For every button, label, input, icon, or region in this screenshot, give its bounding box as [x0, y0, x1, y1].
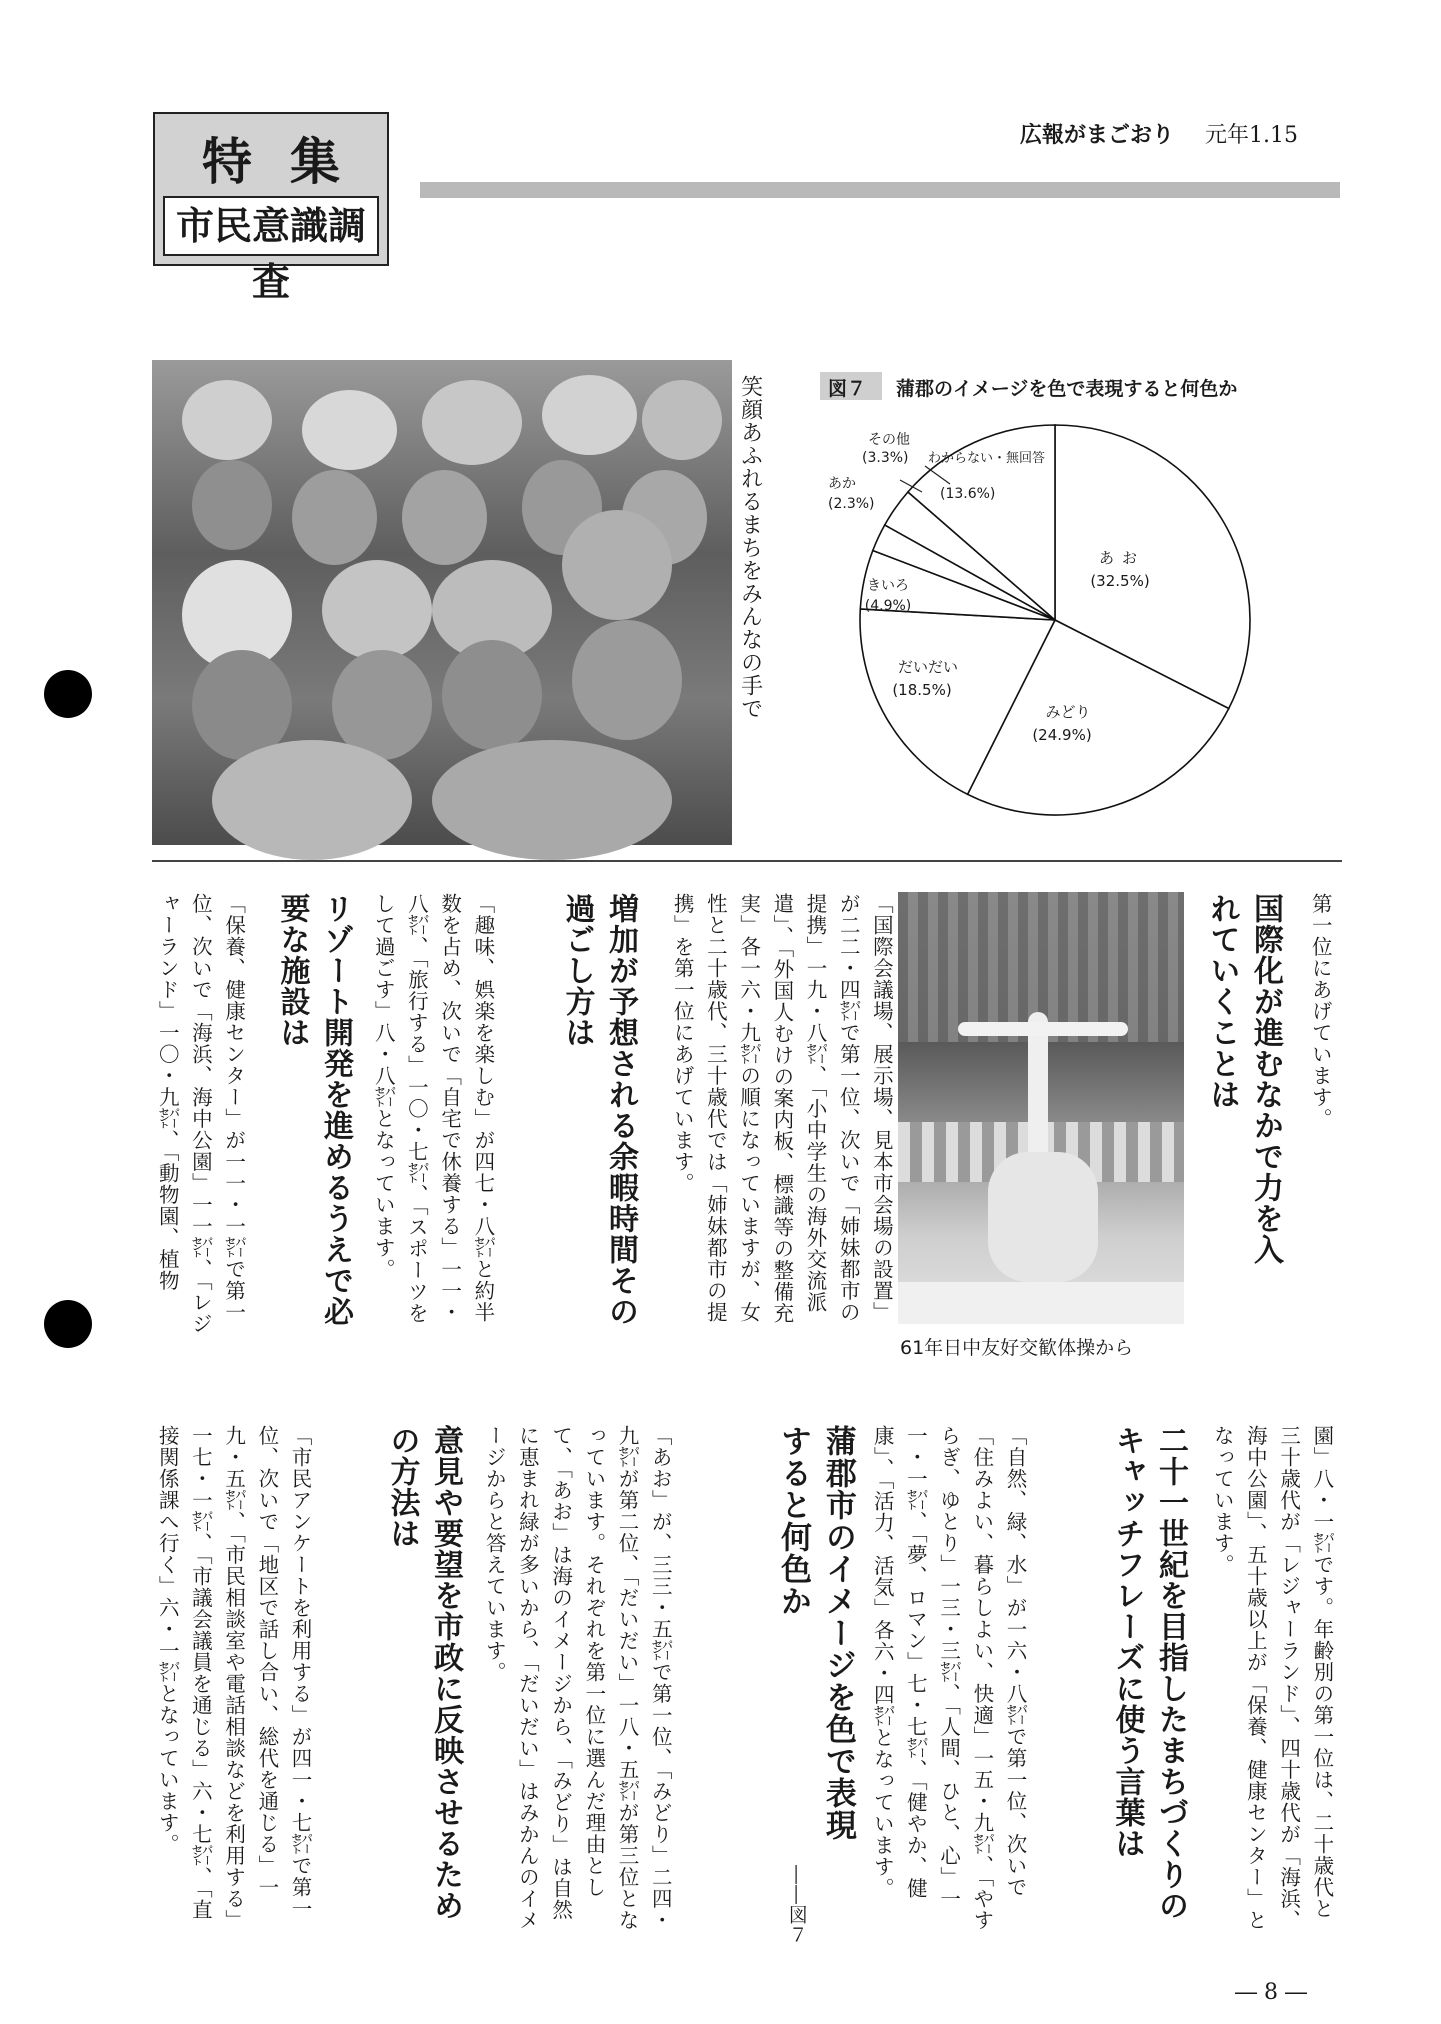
gymnastics-photo [898, 892, 1184, 1324]
heading-citizen-opinion: 意見や要望を市政に反映させるための方法は [384, 1425, 463, 1921]
photo-caption-gymnastics: 61年日中友好交歓体操から [900, 1337, 1134, 1359]
photo-caption-children: 笑顔あふれるまちをみんなの手で [737, 375, 763, 720]
body-text: 「自然、緑、水」が一六・八㌫で第一位、次いで「住みよい、暮らしよい、快適」一五・九㌫、「やすらぎ、ゆとり」一三・三㌫、「人間、ひと、心」一一・一㌫、「夢、ロマン」七・七㌫、「健やか、健康」、「活力、活気」各六・四㌫となっています。 [870, 1425, 1028, 1931]
section-title: 特集 [202, 133, 378, 191]
page-number: ― 8 ― [1235, 1980, 1307, 2005]
body-text: 「市民アンケートを利用する」が四一・七㌫で第一位、次いで「地区で話し合い、総代を通じる」一九・五㌫、「市民相談室や電話相談などを利用する」一七・一㌫、「市議会議員を通じる」六・七㌫、「直接関係課へ行く」六・一㌫となっています。 [155, 1425, 313, 1931]
section-divider [152, 860, 1342, 862]
issue-date: 元年1.15 [1205, 123, 1298, 148]
heading-catchphrase: 二十一世紀を目指したまちづくりのキャッチフレーズに使う言葉は [1109, 1425, 1188, 1921]
slice-label-daidai: だいだい [897, 658, 959, 676]
slice-value-kiiro: (4.9%) [864, 598, 912, 614]
children-photo [152, 360, 732, 845]
slice-label-ao: あお [1098, 549, 1146, 567]
figure-label: 図７ [828, 378, 867, 400]
heading-resort-development: リゾート開発を進めるうえで必要な施設は [274, 893, 353, 1327]
figure-reference: ――図７ [785, 1865, 808, 1945]
slice-value-wakaranai: (13.6%) [940, 486, 996, 502]
section-header-box [153, 112, 389, 304]
slice-label-kiiro: きいろ [867, 578, 909, 594]
slice-label-midori: みどり [1045, 703, 1091, 721]
pie-chart [828, 420, 1340, 820]
slice-value-ao: (32.5%) [1090, 572, 1150, 590]
body-text: 第一位にあげています。 [1308, 893, 1333, 1130]
slice-value-daidai: (18.5%) [892, 681, 952, 699]
section-subtitle: 市民意識調査 [163, 196, 379, 256]
body-text: 「国際会議場、展示場、見本市会場の設置」が二二・四㌫で第一位、次いで「姉妹都市の提携」一九・八㌫、「小中学生の海外交流派遣」、「外国人むけの案内板、標識等の整備充実」各一六・九㌫の順になっていますが、女性と二十歳代、三十歳代では「姉妹都市の提携」を第一位にあげています。 [670, 893, 894, 1324]
slice-value-aka: (2.3%) [828, 496, 875, 512]
chart-title: 蒲郡のイメージを色で表現すると何色か [896, 378, 1238, 400]
slice-value-midori: (24.9%) [1032, 726, 1092, 744]
header-rule [420, 182, 1340, 198]
slice-value-sonota: (3.3%) [862, 450, 909, 466]
binder-hole [44, 1300, 92, 1348]
body-text: 「保養、健康センター」が一一・一㌫で第一位、次いで「海浜、海中公園」一一㌫、「レジャーランド」一〇・九㌫、「動物園、植物 [155, 893, 246, 1335]
body-text: 「趣味、娯楽を楽しむ」が四七・八㌫と約半数を占め、次いで「自宅で休養する」一一・八㌫、「旅行する」一〇・七㌫、「スポーツをして過ごす」八・八㌫となっています。 [371, 893, 495, 1324]
body-text: 「あお」が、三三・五㌫で第一位、「みどり」二四・九㌫が第二位、「だいだい」一八・五㌫が第三位となっています。それぞれを第一位に選んだ理由として、「あお」は海のイメージから、「みどり」は自然に恵まれ緑が多いから、「だいだい」はみかんのイメージからと答えています。 [482, 1425, 673, 1931]
body-text: 園」八・一㌫です。年齢別の第一位は、二十歳代と三十歳代が「レジャーランド」、四十歳代が「海浜、海中公園」、五十歳以上が「保養、健康センター」となっています。 [1210, 1425, 1334, 1931]
heading-internationalization: 国際化が進むなかで力を入れていくことは [1204, 893, 1283, 1265]
slice-label-wakaranai: わからない・無回答 [928, 451, 1046, 466]
heading-leisure-time: 増加が予想される余暇時間その過ごし方は [559, 893, 638, 1327]
slice-label-aka: あか [828, 476, 856, 492]
binder-hole [44, 670, 92, 718]
publication-name: 広報がまごおり [1020, 123, 1175, 148]
heading-city-color: 蒲郡市のイメージを色で表現すると何色か [774, 1425, 856, 1841]
slice-label-sonota: その他 [868, 432, 910, 448]
